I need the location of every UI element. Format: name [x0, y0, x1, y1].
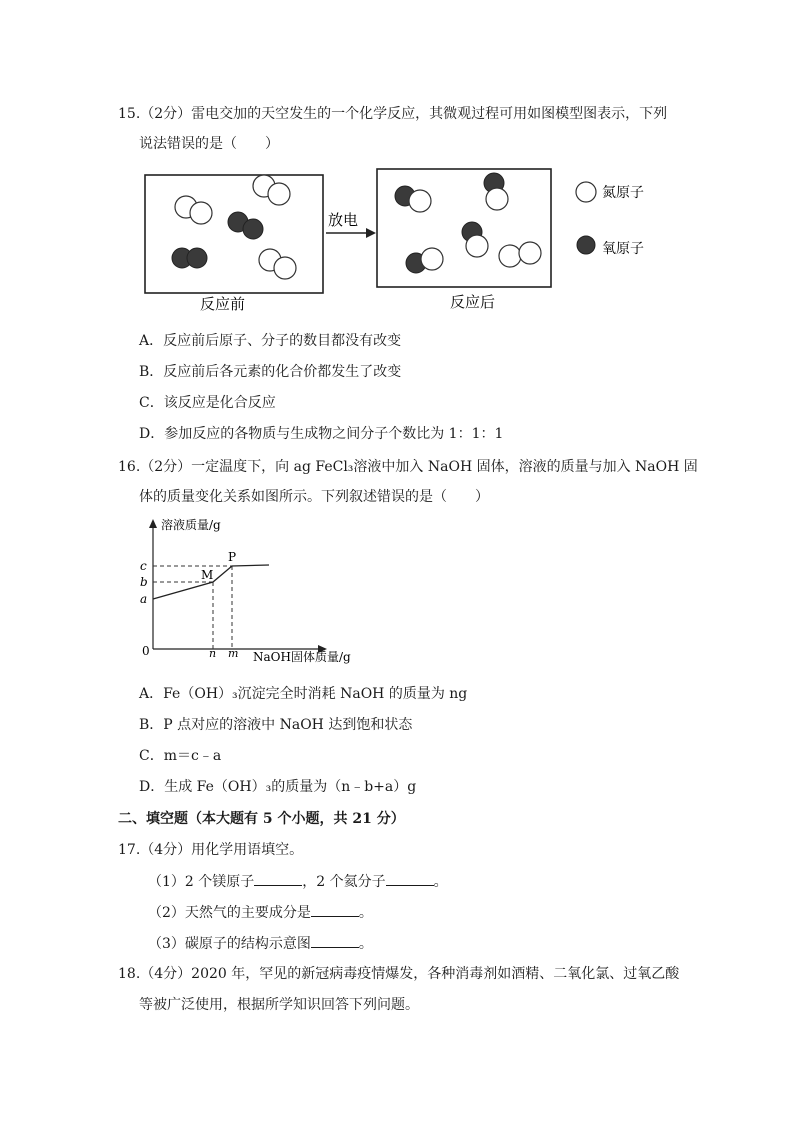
q16-stem-line2: 体的质量变化关系如图所示。下列叙述错误的是（ ） [139, 489, 489, 505]
y-tick-c: c [140, 559, 147, 573]
no-molecule [484, 173, 508, 210]
q15-option-a: A．反应前后原子、分子的数目都没有改变 [139, 333, 402, 349]
before-box [145, 175, 323, 293]
q17-part3 [148, 933, 373, 954]
x-axis-label: NaOH固体质量/g [253, 650, 351, 664]
q17-stem: 17.（4分）用化学用语填空。 [118, 842, 304, 858]
q17-part1-text-c: 。 [433, 874, 448, 890]
y-tick-b: b [140, 575, 148, 589]
no-molecule [406, 248, 443, 273]
answer-blank[interactable] [311, 933, 359, 948]
q15-stem-line1: 15.（2分）雷电交加的天空发生的一个化学反应，其微观过程可用如图模型图表示，下列 [118, 106, 668, 122]
q15-reaction-figure [140, 165, 660, 315]
arrow-label: 放电 [328, 211, 359, 229]
q16-option-a: A．Fe（OH）₃沉淀完全时消耗 NaOH 的质量为 ng [139, 686, 468, 702]
n2-molecule [259, 249, 296, 279]
answer-blank[interactable] [386, 871, 434, 886]
q16-option-d: D．生成 Fe（OH）₃的质量为（n﹣b+a）g [139, 779, 417, 795]
q16-stem-line1: 16.（2分）一定温度下，向 ag FeCl₃溶液中加入 NaOH 固体，溶液的质量与加入 NaOH 固 [118, 459, 698, 475]
legend-oxygen-swatch [577, 236, 595, 254]
q15-option-c: C．该反应是化合反应 [139, 395, 276, 411]
q15-stem-line2: 说法错误的是（ ） [139, 136, 279, 152]
y-tick-a: a [140, 592, 148, 606]
answer-blank[interactable] [254, 871, 302, 886]
x-tick-m: m [228, 647, 239, 660]
n2-molecule [499, 242, 541, 267]
y-axis-label: 溶液质量/g [161, 518, 221, 532]
q17-part1-text-a: （1）2 个镁原子 [148, 874, 255, 890]
q17-part2-text-a: （2）天然气的主要成分是 [148, 905, 311, 921]
q16-option-c: C．m＝c﹣a [139, 748, 222, 764]
q15-option-d: D．参加反应的各物质与生成物之间分子个数比为 1：1：1 [139, 426, 504, 442]
n2-molecule [253, 175, 290, 205]
q15-option-b: B．反应前后各元素的化合价都发生了改变 [139, 364, 402, 380]
answer-blank[interactable] [311, 902, 359, 917]
y-axis-arrow [149, 519, 157, 528]
after-label: 反应后 [450, 293, 496, 311]
no-molecule [462, 222, 488, 257]
o2-molecule [228, 212, 263, 239]
legend-oxygen-label: 氧原子 [602, 241, 644, 257]
q18-stem-line1: 18.（4分）2020 年，罕见的新冠病毒疫情爆发，各种消毒剂如酒精、二氧化氯、过氧乙酸 [118, 966, 680, 982]
legend-nitrogen-swatch [576, 182, 596, 202]
origin-label: 0 [142, 644, 150, 658]
q17-part1 [148, 871, 448, 892]
x-tick-n: n [209, 647, 217, 660]
q16-graph [135, 515, 375, 665]
arrow-head [366, 228, 376, 238]
section-2-title: 二、填空题（本大题有 5 个小题，共 21 分） [118, 811, 405, 827]
q17-part3-text-b: 。 [358, 936, 373, 952]
q17-part2 [148, 902, 373, 923]
q18-stem-line2: 等被广泛使用，根据所学知识回答下列问题。 [139, 997, 419, 1013]
before-label: 反应前 [200, 295, 246, 313]
point-m-label: M [201, 568, 214, 582]
n2-molecule [175, 196, 212, 224]
q17-part3-text-a: （3）碳原子的结构示意图 [148, 936, 311, 952]
q17-part1-text-b: ，2 个氦分子 [302, 874, 386, 890]
q16-option-b: B．P 点对应的溶液中 NaOH 达到饱和状态 [139, 717, 413, 733]
legend-nitrogen-label: 氮原子 [602, 185, 644, 201]
o2-molecule [172, 248, 207, 268]
q17-part2-text-b: 。 [358, 905, 373, 921]
no-molecule [395, 186, 431, 212]
point-p-label: P [228, 550, 237, 564]
